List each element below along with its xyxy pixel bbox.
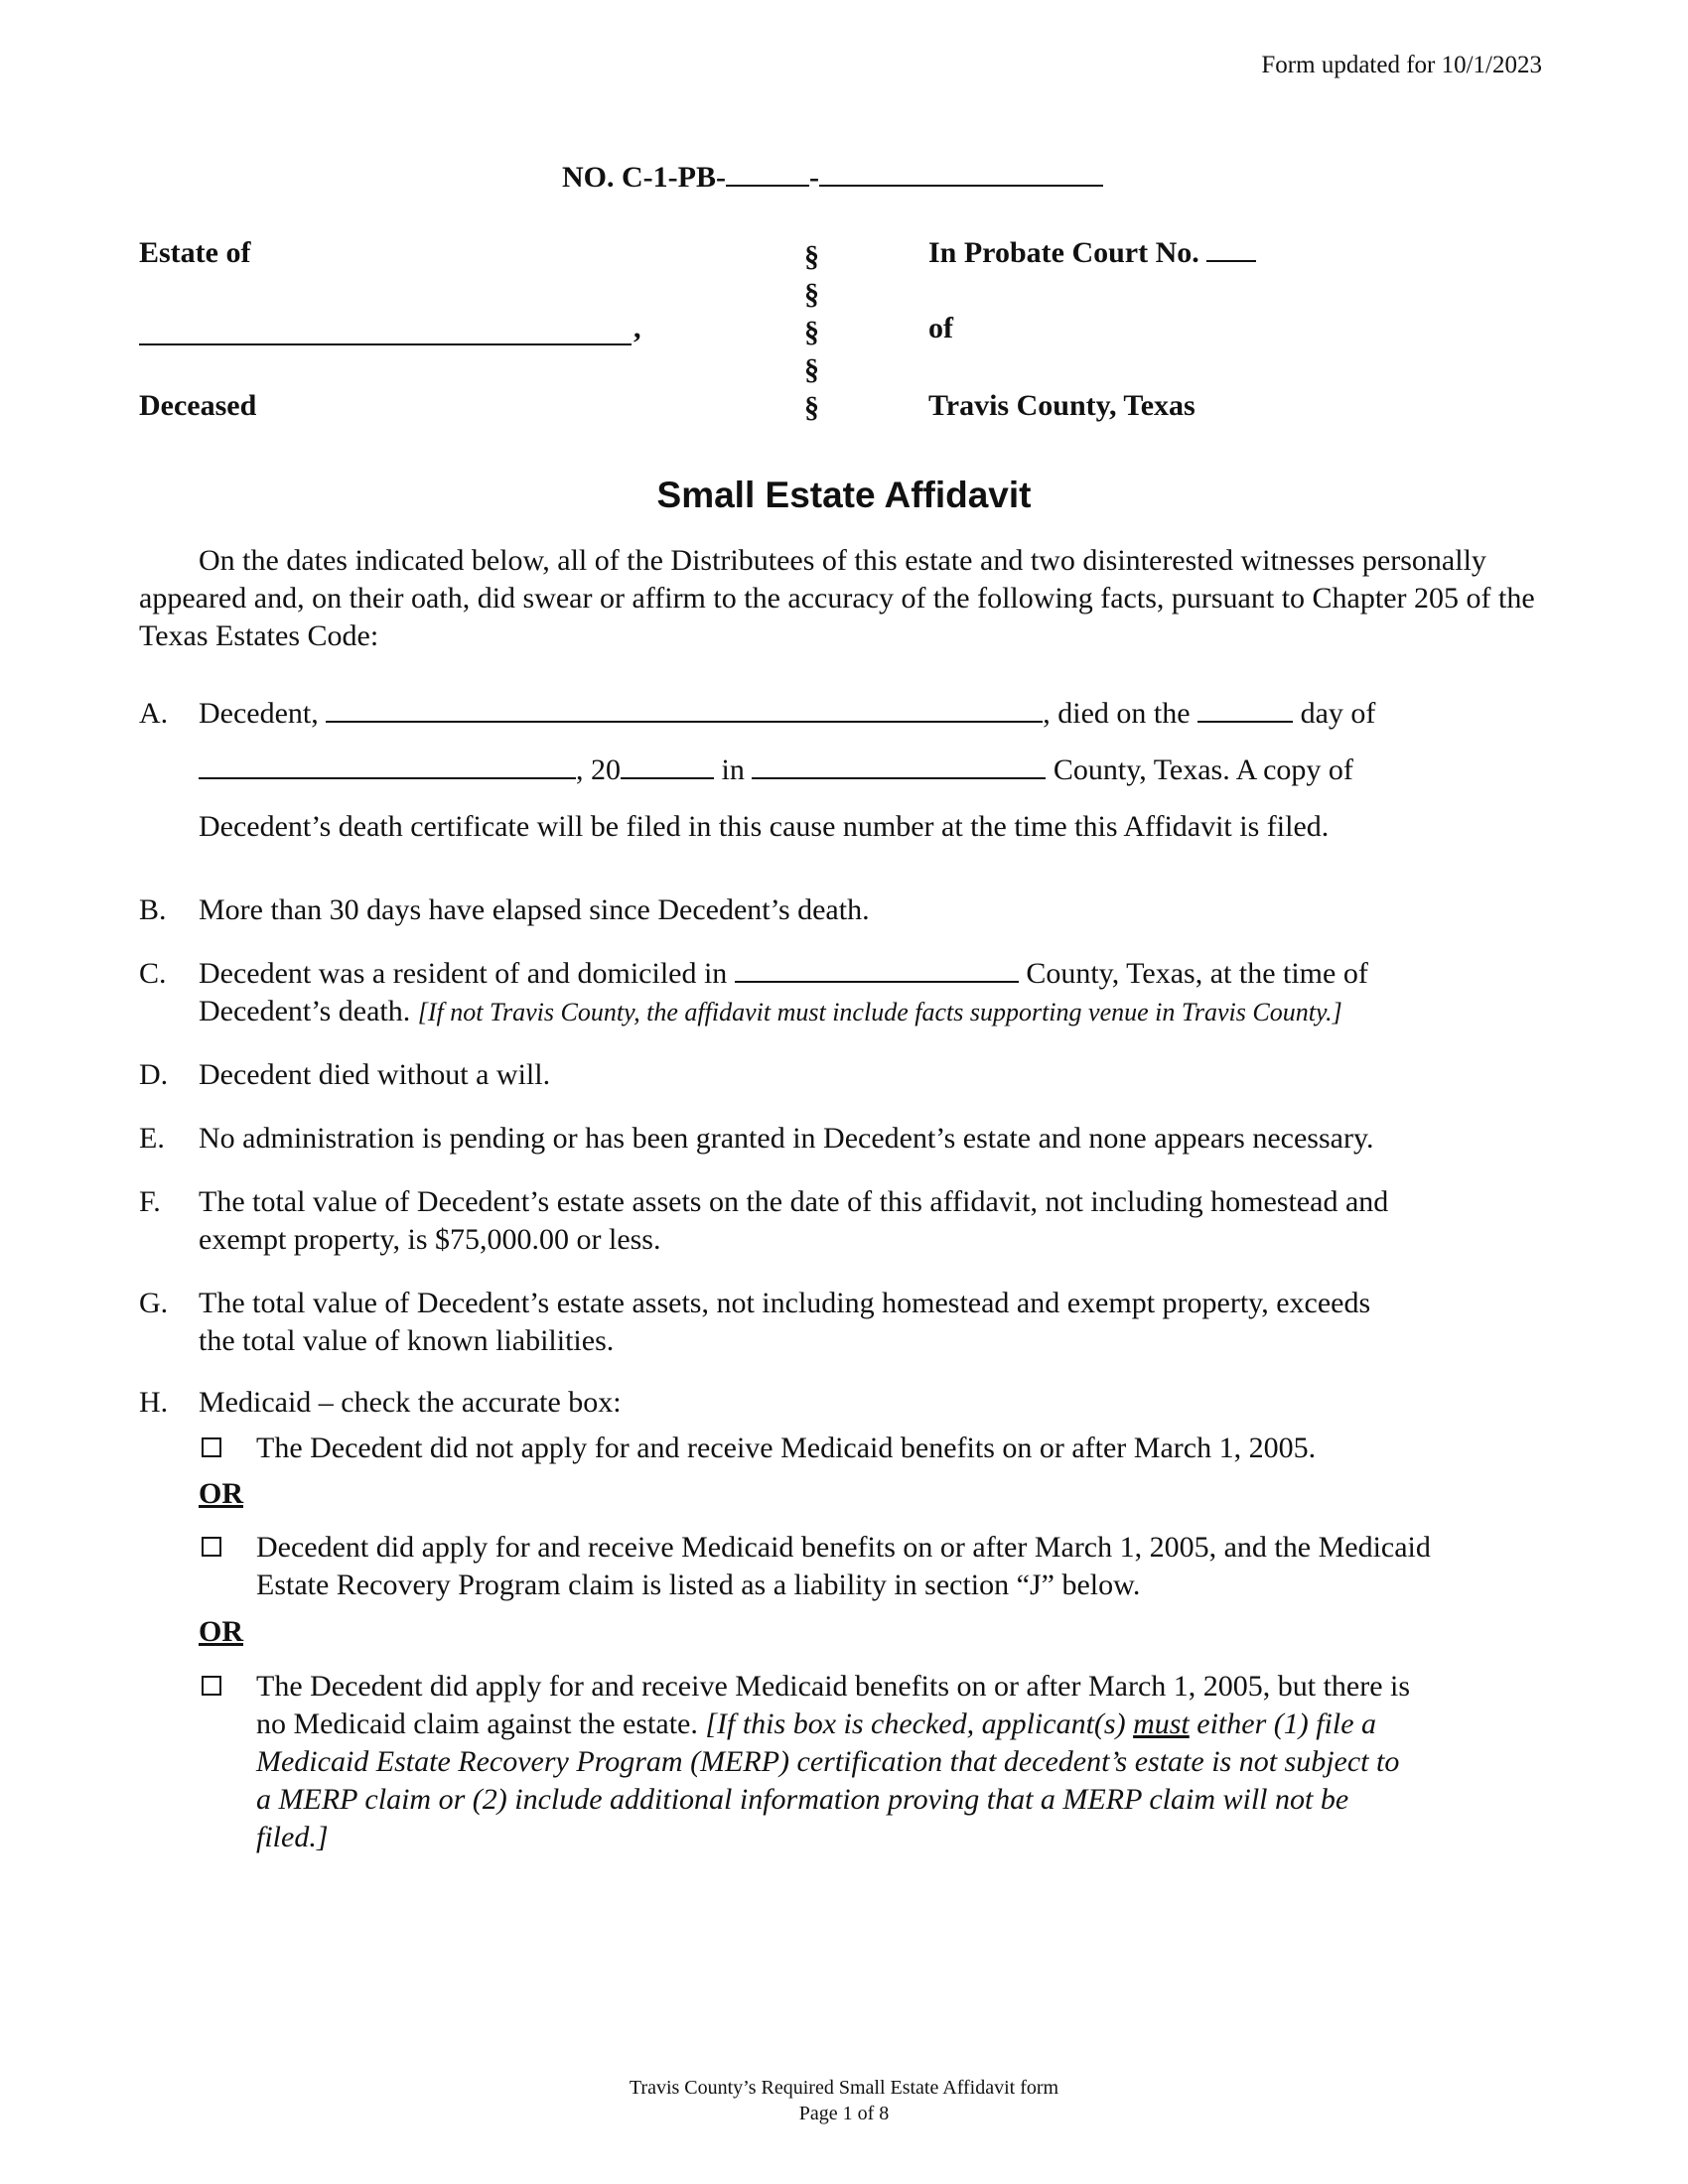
medicaid-option-2-checkbox[interactable] <box>202 1537 221 1557</box>
court-number-blank[interactable] <box>1206 236 1256 262</box>
deceased-label: Deceased <box>139 389 257 422</box>
estate-of-label: Estate of <box>139 236 251 269</box>
cause-year-blank[interactable] <box>726 161 809 187</box>
medicaid-option-3-line2 <box>256 1706 1376 1743</box>
merp-note-line4: a MERP claim or (2) include additional information proving that a MERP claim will not be <box>256 1783 1349 1816</box>
item-a-text: , died on the <box>1043 697 1191 730</box>
item-c-line1 <box>199 955 1368 993</box>
page-footer <box>0 2075 1688 2126</box>
or-separator: OR <box>199 1477 243 1510</box>
item-letter: B. <box>139 893 167 926</box>
probate-court-label <box>928 236 1256 270</box>
decedent-full-name-blank[interactable] <box>326 697 1043 723</box>
section-sign: § <box>804 353 819 386</box>
item-letter: F. <box>139 1185 161 1218</box>
medicaid-option-3-checkbox[interactable] <box>202 1676 221 1696</box>
medicaid-option-1-label: The Decedent did not apply for and receive Medicaid benefits on or after March 1, 2005. <box>256 1432 1317 1464</box>
county-label: Travis County, Texas <box>928 389 1196 422</box>
medicaid-option-2-line2: Estate Recovery Program claim is listed as a liability in section “J” below. <box>256 1569 1141 1601</box>
medicaid-option-2-line1: Decedent did apply for and receive Medicaid benefits on or after March 1, 2005, and the Medicaid <box>256 1531 1431 1564</box>
section-sign: § <box>804 316 819 348</box>
item-a-line1 <box>199 695 1375 733</box>
section-sign: § <box>804 278 819 311</box>
domicile-county-blank[interactable] <box>735 957 1019 983</box>
section-sign: § <box>804 240 819 273</box>
item-b-text: More than 30 days have elapsed since Decedent’s death. <box>199 893 870 926</box>
cause-number <box>562 161 1103 195</box>
section-sign: § <box>804 391 819 424</box>
merp-note-line5: filed.] <box>256 1821 329 1853</box>
medicaid-option-1-checkbox[interactable] <box>202 1437 221 1457</box>
page-title: Small Estate Affidavit <box>656 475 1032 515</box>
item-a-line3: Decedent’s death certificate will be filed in this cause number at the time this Affidavit is filed. <box>199 810 1330 843</box>
section-signs <box>804 238 819 427</box>
item-c-text: Decedent was a resident of and domiciled in <box>199 957 728 990</box>
footer-form-name: Travis County’s Required Small Estate Affidavit form <box>629 2077 1059 2099</box>
item-h-text: Medicaid – check the accurate box: <box>199 1386 622 1419</box>
item-f-line1: The total value of Decedent’s estate assets on the date of this affidavit, not including homestead and <box>199 1185 1389 1218</box>
medicaid-option-3-line1: The Decedent did apply for and receive Medicaid benefits on or after March 1, 2005, but there is <box>256 1670 1411 1703</box>
item-letter: C. <box>139 957 167 990</box>
death-county-blank[interactable] <box>752 753 1046 779</box>
item-c-line2 <box>199 993 1342 1031</box>
item-e-text: No administration is pending or has been granted in Decedent’s estate and none appears necessary. <box>199 1122 1374 1155</box>
probate-court-text: In Probate Court No. <box>928 236 1199 269</box>
form-updated-note: Form updated for 10/1/2023 <box>1261 52 1542 78</box>
death-day-blank[interactable] <box>1197 697 1293 723</box>
medicaid-option-3-text: no Medicaid claim against the estate. <box>256 1707 698 1740</box>
death-month-blank[interactable] <box>199 753 576 779</box>
merp-note-must: must <box>1133 1707 1190 1740</box>
item-c-text: County, Texas, at the time of <box>1026 957 1368 990</box>
item-letter: E. <box>139 1122 165 1155</box>
death-year-blank[interactable] <box>621 753 714 779</box>
item-f-line2: exempt property, is $75,000.00 or less. <box>199 1223 661 1256</box>
intro-paragraph: On the dates indicated below, all of the Distributees of this estate and two disinterested witnesses personally appeared and, on their oath, did swear or affirm to the accuracy of the following facts, pursuant to Chapter 205 of the Texas Estates Code: <box>139 544 1535 652</box>
item-a-text: in <box>721 753 745 786</box>
item-g-line2: the total value of known liabilities. <box>199 1324 615 1357</box>
caption-comma: , <box>633 312 641 344</box>
merp-note: either (1) file a <box>1196 1707 1377 1740</box>
cause-number-prefix: NO. C-1-PB- <box>562 161 726 194</box>
footer-page-number: Page 1 of 8 <box>798 2103 890 2124</box>
cause-number-separator: - <box>808 161 819 194</box>
decedent-name-blank[interactable] <box>139 318 632 345</box>
item-g-line1: The total value of Decedent’s estate assets, not including homestead and exempt property, exceeds <box>199 1287 1371 1319</box>
item-a-line2 <box>199 751 1353 789</box>
or-separator: OR <box>199 1615 243 1648</box>
item-c-text: Decedent’s death. <box>199 995 411 1027</box>
item-a-text: Decedent, <box>199 697 319 730</box>
venue-note: [If not Travis County, the affidavit must include facts supporting venue in Travis County.] <box>417 998 1342 1026</box>
item-a-text: day of <box>1300 697 1376 730</box>
item-letter: G. <box>139 1287 169 1319</box>
item-letter: A. <box>139 697 169 730</box>
item-letter: H. <box>139 1386 169 1419</box>
item-d-text: Decedent died without a will. <box>199 1058 551 1091</box>
of-label: of <box>928 312 953 344</box>
cause-sequence-blank[interactable] <box>819 161 1103 187</box>
item-letter: D. <box>139 1058 169 1091</box>
item-a-text: County, Texas. A copy of <box>1053 753 1353 786</box>
merp-note: [If this box is checked, applicant(s) <box>705 1707 1126 1740</box>
merp-note-line3: Medicaid Estate Recovery Program (MERP) certification that decedent’s estate is not subject to <box>256 1745 1400 1778</box>
item-a-text: , 20 <box>576 753 621 786</box>
